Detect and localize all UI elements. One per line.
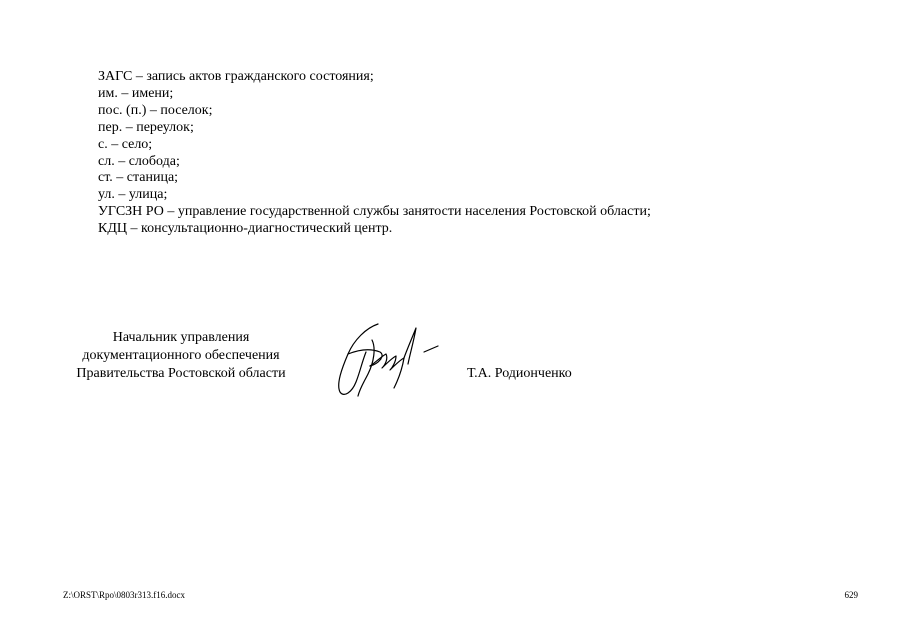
- handwritten-signature: [330, 318, 440, 404]
- position-line: Правительства Ростовской области: [76, 366, 286, 382]
- abbreviation-item: ул. – улица;: [98, 187, 168, 203]
- abbreviation-item: пер. – переулок;: [98, 119, 194, 135]
- abbreviation-item: с. – село;: [98, 136, 153, 152]
- position-line: документационного обеспечения: [82, 348, 280, 364]
- position-line: Начальник управления: [112, 330, 250, 345]
- abbreviation-item: пос. (п.) – поселок;: [98, 102, 213, 118]
- page-number: 629: [844, 590, 858, 600]
- abbreviations-list: [98, 69, 651, 238]
- abbreviation-item: КДЦ – консультационно-диагностический центр.: [98, 221, 393, 237]
- footer-file-path: Z:\ORST\Rpo\0803r313.f16.docx: [63, 590, 185, 600]
- signatory-position: [56, 329, 306, 384]
- signatory-name: Т.А. Родионченко: [467, 366, 572, 381]
- abbreviation-item: им. – имени;: [98, 85, 174, 101]
- abbreviation-item: УГСЗН РО – управление государственной службы занятости населения Ростовской области;: [98, 204, 651, 220]
- abbreviation-item: ЗАГС – запись актов гражданского состояния;: [98, 69, 374, 84]
- abbreviation-item: сл. – слобода;: [98, 153, 180, 169]
- abbreviation-item: ст. – станица;: [98, 170, 179, 186]
